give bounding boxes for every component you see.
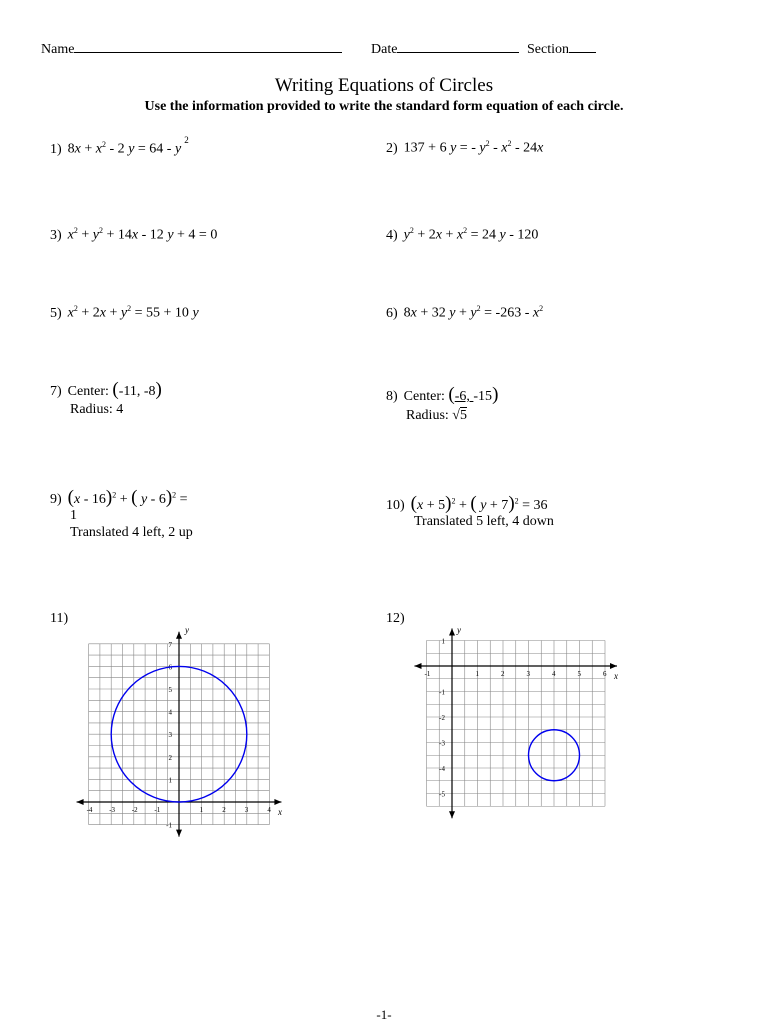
eq-text: - 24 bbox=[511, 140, 538, 156]
eq-var: x bbox=[67, 227, 74, 243]
eq-exponent: 2 bbox=[172, 490, 177, 500]
arrow-up-icon bbox=[449, 629, 455, 636]
center-value: -6, bbox=[454, 389, 474, 404]
x-tick-label: 2 bbox=[222, 806, 226, 814]
radius-label: Radius: bbox=[70, 402, 117, 417]
eq-var: y bbox=[403, 227, 410, 243]
date-field bbox=[371, 39, 519, 58]
problem-6 bbox=[386, 304, 543, 322]
eq-var: x bbox=[131, 227, 139, 243]
eq-var: x bbox=[74, 141, 81, 157]
radius-value: 4 bbox=[116, 402, 124, 417]
paren: ) bbox=[165, 487, 173, 508]
center-label: Center: bbox=[403, 389, 449, 404]
x-tick-label: 3 bbox=[244, 806, 249, 814]
paren: ( bbox=[448, 384, 455, 405]
worksheet-title: Writing Equations of Circles bbox=[274, 75, 494, 96]
center-value: -11, -8 bbox=[118, 384, 156, 399]
eq-exponent: 2 bbox=[485, 139, 490, 148]
problem-number: 8) bbox=[386, 389, 398, 404]
y-tick-label: 7 bbox=[168, 640, 172, 649]
eq-var: y bbox=[450, 140, 457, 156]
eq-text: - 16 bbox=[80, 492, 106, 507]
eq-var: x bbox=[456, 227, 464, 243]
y-tick-label: -4 bbox=[439, 765, 445, 773]
eq-text: 137 + 6 bbox=[403, 140, 451, 156]
problem-number: 4) bbox=[386, 227, 398, 243]
eq-var: y bbox=[167, 227, 174, 243]
eq-text: = 36 bbox=[518, 498, 548, 513]
eq-var: y bbox=[192, 305, 199, 321]
eq-var: y bbox=[470, 305, 477, 321]
eq-exponent: 2 bbox=[463, 226, 468, 235]
eq-exponent: 2 bbox=[184, 135, 189, 145]
eq-var: y bbox=[92, 227, 100, 243]
paren: ) bbox=[155, 379, 162, 400]
problem-10 bbox=[386, 493, 548, 515]
eq-text: + bbox=[455, 498, 471, 513]
eq-text: + bbox=[106, 305, 121, 321]
eq-var: y bbox=[120, 305, 128, 321]
x-tick-label: -3 bbox=[109, 806, 116, 814]
x-tick-label: 3 bbox=[526, 670, 530, 678]
arrow-right-icon bbox=[274, 799, 281, 805]
date-blank bbox=[397, 39, 519, 53]
eq-var: y bbox=[174, 141, 182, 157]
eq-text: = 55 + 10 bbox=[131, 305, 193, 321]
eq-var: x bbox=[74, 492, 81, 507]
problem-9-translation: Translated 4 left, 2 up bbox=[70, 525, 193, 540]
graph-11 bbox=[70, 620, 290, 840]
eq-exponent: 2 bbox=[112, 490, 117, 500]
problem-number: 6) bbox=[386, 305, 398, 321]
eq-exponent: 2 bbox=[73, 304, 78, 313]
problem-11-number: 11) bbox=[50, 611, 69, 626]
eq-exponent: 2 bbox=[507, 139, 512, 148]
arrow-down-icon bbox=[449, 811, 455, 818]
eq-var: y bbox=[499, 227, 506, 243]
eq-text: + bbox=[77, 227, 93, 243]
eq-text: + 5 bbox=[423, 498, 446, 513]
arrow-right-icon bbox=[610, 663, 617, 669]
eq-exponent: 2 bbox=[514, 496, 519, 506]
graph-12-x-label: x bbox=[614, 671, 618, 681]
arrow-up-icon bbox=[176, 632, 182, 639]
eq-text: - bbox=[489, 140, 502, 156]
eq-text: - 6 bbox=[147, 492, 166, 507]
problem-8 bbox=[386, 384, 498, 406]
y-tick-label: 6 bbox=[168, 663, 172, 672]
problem-9-rhs: 1 bbox=[70, 508, 77, 523]
x-tick-label: -1 bbox=[154, 806, 161, 814]
x-tick-label: 6 bbox=[603, 670, 607, 678]
eq-var: x bbox=[417, 498, 424, 513]
eq-var: y bbox=[479, 140, 486, 156]
radius-value: 5 bbox=[459, 408, 467, 423]
graph-11-x-label: x bbox=[278, 807, 282, 817]
x-tick-label: 2 bbox=[501, 670, 505, 678]
y-tick-label: -1 bbox=[439, 688, 445, 697]
x-tick-label: 4 bbox=[267, 806, 271, 814]
x-tick-label: -1 bbox=[424, 670, 431, 678]
eq-text: 8 bbox=[403, 305, 411, 321]
graph-12 bbox=[410, 620, 630, 820]
eq-var: y bbox=[137, 492, 148, 507]
y-tick-label: 2 bbox=[168, 753, 172, 762]
problem-2 bbox=[386, 139, 543, 157]
section-blank bbox=[569, 39, 596, 53]
paren: ( bbox=[131, 487, 138, 508]
eq-text: = bbox=[176, 492, 188, 507]
problem-10-translation: Translated 5 left, 4 down bbox=[414, 514, 554, 529]
center-value: -15 bbox=[473, 389, 493, 404]
eq-var: x bbox=[410, 305, 417, 321]
eq-text: - 2 bbox=[106, 141, 129, 157]
graph-12-grid bbox=[424, 641, 606, 807]
eq-text: = - bbox=[456, 140, 480, 156]
eq-text: - 120 bbox=[505, 227, 539, 243]
eq-text: + 2 bbox=[77, 305, 100, 321]
date-label: Date bbox=[371, 42, 398, 57]
problem-number: 1) bbox=[50, 141, 62, 157]
graph-11-y-label: y bbox=[185, 625, 189, 635]
section-field bbox=[527, 39, 596, 58]
problem-7-radius bbox=[70, 402, 123, 418]
paren: ) bbox=[492, 384, 499, 405]
eq-var: x bbox=[537, 140, 544, 156]
eq-exponent: 2 bbox=[476, 304, 481, 313]
problem-5 bbox=[50, 304, 199, 322]
name-blank bbox=[74, 39, 342, 53]
radius-label: Radius: bbox=[406, 408, 453, 423]
problem-number: 2) bbox=[386, 140, 398, 156]
page-number: -1- bbox=[376, 1007, 392, 1022]
y-tick-label: -2 bbox=[439, 714, 445, 722]
y-tick-label: 5 bbox=[168, 686, 172, 694]
problem-12-number: 12) bbox=[386, 611, 405, 626]
center-label: Center: bbox=[67, 384, 113, 399]
name-field bbox=[41, 39, 342, 58]
eq-var: y bbox=[476, 498, 487, 513]
eq-text: + 7 bbox=[486, 498, 509, 513]
eq-text: + bbox=[80, 141, 96, 157]
sqrt-icon: √ bbox=[452, 408, 460, 423]
x-tick-label: -4 bbox=[86, 806, 93, 814]
y-tick-label: 4 bbox=[168, 708, 172, 717]
problem-number: 7) bbox=[50, 384, 62, 399]
eq-var: x bbox=[95, 141, 103, 157]
eq-var: x bbox=[435, 227, 443, 243]
problem-3 bbox=[50, 226, 217, 244]
eq-exponent: 2 bbox=[73, 226, 78, 235]
eq-exponent: 2 bbox=[127, 304, 132, 313]
eq-text: + bbox=[442, 227, 457, 243]
x-tick-label: -2 bbox=[131, 806, 138, 814]
eq-var: x bbox=[67, 305, 74, 321]
y-tick-label: 1 bbox=[441, 637, 445, 646]
x-tick-label: 5 bbox=[577, 670, 581, 678]
eq-var: y bbox=[128, 141, 135, 157]
x-tick-label: 1 bbox=[475, 670, 479, 678]
arrow-left-icon bbox=[77, 799, 84, 805]
eq-text: + 14 bbox=[103, 227, 132, 243]
problem-number: 10) bbox=[386, 498, 405, 513]
eq-text: + 4 = 0 bbox=[173, 227, 218, 243]
graph-12-y-label: y bbox=[457, 625, 461, 635]
problem-7 bbox=[50, 379, 162, 401]
problem-number: 5) bbox=[50, 305, 62, 321]
section-label: Section bbox=[527, 42, 569, 57]
eq-exponent: 2 bbox=[99, 226, 104, 235]
eq-exponent: 2 bbox=[102, 140, 107, 149]
eq-var: x bbox=[532, 305, 540, 321]
eq-text: = -263 - bbox=[480, 305, 533, 321]
y-tick-label: -3 bbox=[439, 739, 445, 748]
name-label: Name bbox=[41, 42, 75, 57]
eq-exponent: 2 bbox=[409, 226, 414, 235]
y-tick-label: -5 bbox=[439, 790, 445, 799]
eq-exponent: 2 bbox=[451, 496, 456, 506]
problem-number: 9) bbox=[50, 492, 62, 507]
paren: ( bbox=[67, 487, 74, 508]
problem-8-radius bbox=[406, 408, 467, 424]
y-tick-label: -1 bbox=[166, 821, 172, 830]
eq-exponent: 2 bbox=[539, 304, 544, 313]
y-tick-label: 1 bbox=[168, 776, 172, 785]
problem-number: 3) bbox=[50, 227, 62, 243]
paren: ( bbox=[470, 493, 477, 514]
y-tick-label: 3 bbox=[168, 731, 172, 740]
problem-4 bbox=[386, 226, 538, 244]
arrow-down-icon bbox=[176, 830, 182, 837]
eq-text: = 24 bbox=[467, 227, 500, 243]
problem-1 bbox=[50, 135, 189, 158]
eq-var: x bbox=[501, 140, 508, 156]
eq-var: x bbox=[99, 305, 107, 321]
paren: ( bbox=[112, 379, 119, 400]
arrow-left-icon bbox=[415, 663, 422, 669]
eq-text: + 32 bbox=[416, 305, 450, 321]
instructions: Use the information provided to write the standard form equation of each circle. bbox=[144, 99, 624, 114]
eq-text: + bbox=[455, 305, 471, 321]
problem-9 bbox=[50, 487, 188, 509]
paren: ( bbox=[410, 493, 417, 514]
eq-text: 8 bbox=[67, 141, 75, 157]
eq-text: + bbox=[116, 492, 132, 507]
paren: ) bbox=[105, 487, 113, 508]
paren: ) bbox=[445, 493, 452, 514]
x-tick-label: 1 bbox=[199, 806, 204, 814]
eq-var: y bbox=[449, 305, 456, 321]
paren: ) bbox=[508, 493, 515, 514]
eq-text: - 12 bbox=[138, 227, 168, 243]
eq-text: = 64 - bbox=[134, 141, 175, 157]
eq-text: + 2 bbox=[413, 227, 436, 243]
x-tick-label: 4 bbox=[552, 670, 556, 678]
